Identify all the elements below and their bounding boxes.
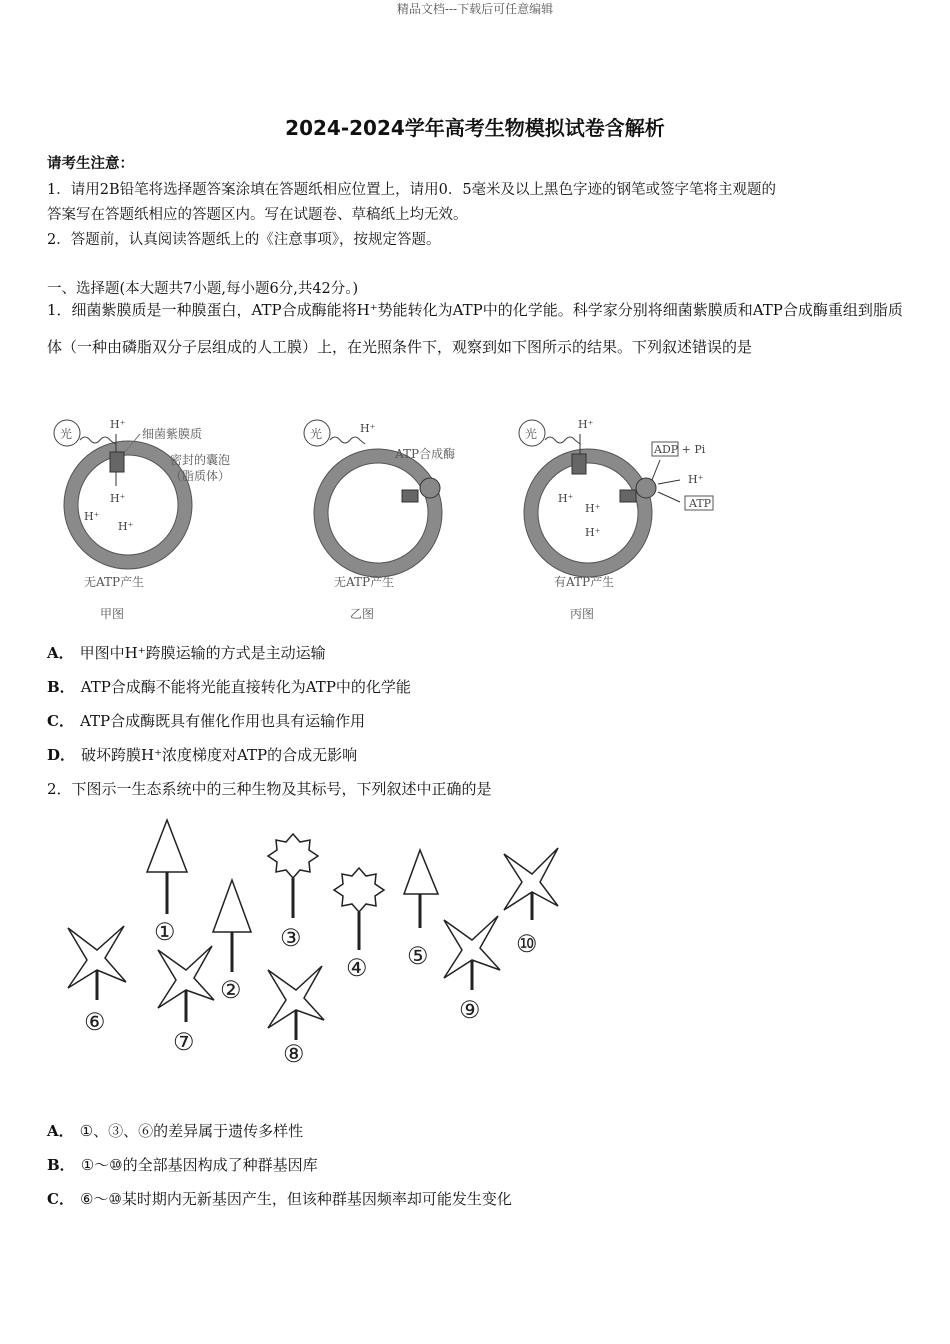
q1-option-d bbox=[47, 744, 357, 765]
section-heading: 一、选择题(本大题共7小题,每小题6分,共42分。) bbox=[47, 281, 359, 297]
option-text: ATP合成酶既具有催化作用也具有运输作用 bbox=[79, 712, 366, 730]
vesicle-label-2: （脂质体） bbox=[170, 469, 231, 483]
h-plus-inside: H⁺ bbox=[84, 510, 100, 523]
option-letter: C． bbox=[47, 712, 74, 730]
h-plus-out: H⁺ bbox=[688, 473, 704, 486]
panel-name: 甲图 bbox=[100, 607, 125, 621]
q1-option-b bbox=[47, 676, 411, 697]
panel-jia bbox=[54, 418, 230, 621]
question-2-stem: 2．下图示一生态系统中的三种生物及其标号，下列叙述中正确的是 bbox=[47, 780, 492, 798]
atp-synthase-label: ATP合成酶 bbox=[395, 447, 456, 461]
h-plus-inside: H⁺ bbox=[558, 492, 574, 505]
octagram-organism bbox=[334, 868, 384, 912]
panel-result: 有ATP产生 bbox=[554, 575, 615, 589]
atp-label: ATP bbox=[689, 497, 712, 510]
h-plus-inside: H⁺ bbox=[585, 526, 601, 539]
label-8: ⑧ bbox=[283, 1040, 305, 1068]
option-letter: B． bbox=[47, 678, 75, 696]
label-2: ② bbox=[220, 976, 242, 1004]
panel-result: 无ATP产生 bbox=[334, 575, 395, 589]
option-text: 破坏跨膜H⁺浓度梯度对ATP的合成无影响 bbox=[81, 746, 358, 764]
light-label: 光 bbox=[310, 427, 323, 441]
q1-liposome-figure bbox=[40, 410, 730, 630]
triangle-organism bbox=[147, 820, 187, 872]
notice-heading: 请考生注意： bbox=[47, 155, 134, 172]
h-plus-outside: H⁺ bbox=[578, 418, 594, 431]
page-title: 2024-2024学年高考生物模拟试卷含解析 bbox=[285, 116, 665, 140]
option-letter: B． bbox=[47, 1156, 75, 1174]
adp-pi-label: ADP + Pi bbox=[654, 443, 706, 456]
vesicle-label-1: 密封的囊泡 bbox=[170, 453, 231, 467]
label-9: ⑨ bbox=[459, 996, 481, 1024]
label-10: ⑩ bbox=[516, 930, 538, 958]
question-1-stem: 1．细菌紫膜质是一种膜蛋白，ATP合成酶能将H⁺势能转化为ATP中的化学能。科学家分别将细菌紫膜质和ATP合成酶重组到脂质体（一种由磷脂双分子层组成的人工膜）上，在光照条件下，观察到如下图所示的结果。下列叙述错误的是 bbox=[47, 301, 903, 356]
panel-bing bbox=[519, 418, 713, 621]
q2-option-a bbox=[47, 1120, 303, 1141]
label-4: ④ bbox=[346, 954, 368, 982]
h-plus-inside: H⁺ bbox=[110, 492, 126, 505]
page-header: 精品文档---下载后可任意编辑 bbox=[396, 2, 554, 16]
option-text: ①、③、⑥的差异属于遗传多样性 bbox=[79, 1122, 304, 1140]
option-letter: D． bbox=[47, 746, 76, 764]
option-letter: A． bbox=[47, 644, 74, 662]
h-plus-inside: H⁺ bbox=[118, 520, 134, 533]
option-text: ATP合成酶不能将光能直接转化为ATP中的化学能 bbox=[80, 678, 411, 696]
option-text: 甲图中H⁺跨膜运输的方式是主动运输 bbox=[79, 644, 326, 662]
q2-option-b bbox=[47, 1154, 318, 1175]
label-3: ③ bbox=[280, 924, 302, 952]
q2-option-c bbox=[47, 1188, 512, 1209]
panel-name: 乙图 bbox=[350, 607, 375, 621]
triangle-organism bbox=[404, 850, 438, 894]
purple-membrane-label: 细菌紫膜质 bbox=[142, 427, 203, 441]
notice-item-2: 2．答题前，认真阅读答题纸上的《注意事项》，按规定答题。 bbox=[47, 232, 441, 248]
panel-name: 丙图 bbox=[570, 607, 595, 621]
q2-organisms-figure bbox=[50, 810, 590, 1080]
option-letter: A． bbox=[47, 1122, 74, 1140]
h-plus-outside: H⁺ bbox=[110, 418, 126, 431]
label-5: ⑤ bbox=[407, 942, 429, 970]
notice-item-1: 1．请用2B铅笔将选择题答案涂填在答题纸相应位置上，请用0．5毫米及以上黑色字迹的钢笔或签字笔将主观题的 bbox=[47, 182, 777, 198]
option-letter: C． bbox=[47, 1190, 74, 1208]
option-text: ①～⑩的全部基因构成了种群基因库 bbox=[80, 1156, 318, 1174]
label-6: ⑥ bbox=[84, 1008, 106, 1036]
h-plus-inside: H⁺ bbox=[585, 502, 601, 515]
q1-option-a bbox=[47, 642, 326, 663]
q1-option-c bbox=[47, 710, 365, 731]
notice-item-1-cont: 答案写在答题纸相应的答题区内。写在试题卷、草稿纸上均无效。 bbox=[47, 207, 468, 223]
triangle-organism bbox=[213, 880, 251, 932]
panel-yi bbox=[304, 420, 455, 621]
label-1: ① bbox=[154, 918, 176, 946]
light-label: 光 bbox=[60, 427, 73, 441]
h-plus-outside: H⁺ bbox=[360, 422, 376, 435]
label-7: ⑦ bbox=[173, 1028, 195, 1056]
octagram-organism bbox=[268, 834, 318, 878]
light-label: 光 bbox=[525, 427, 538, 441]
panel-result: 无ATP产生 bbox=[84, 575, 145, 589]
option-text: ⑥～⑩某时期内无新基因产生，但该种群基因频率却可能发生变化 bbox=[79, 1190, 512, 1208]
